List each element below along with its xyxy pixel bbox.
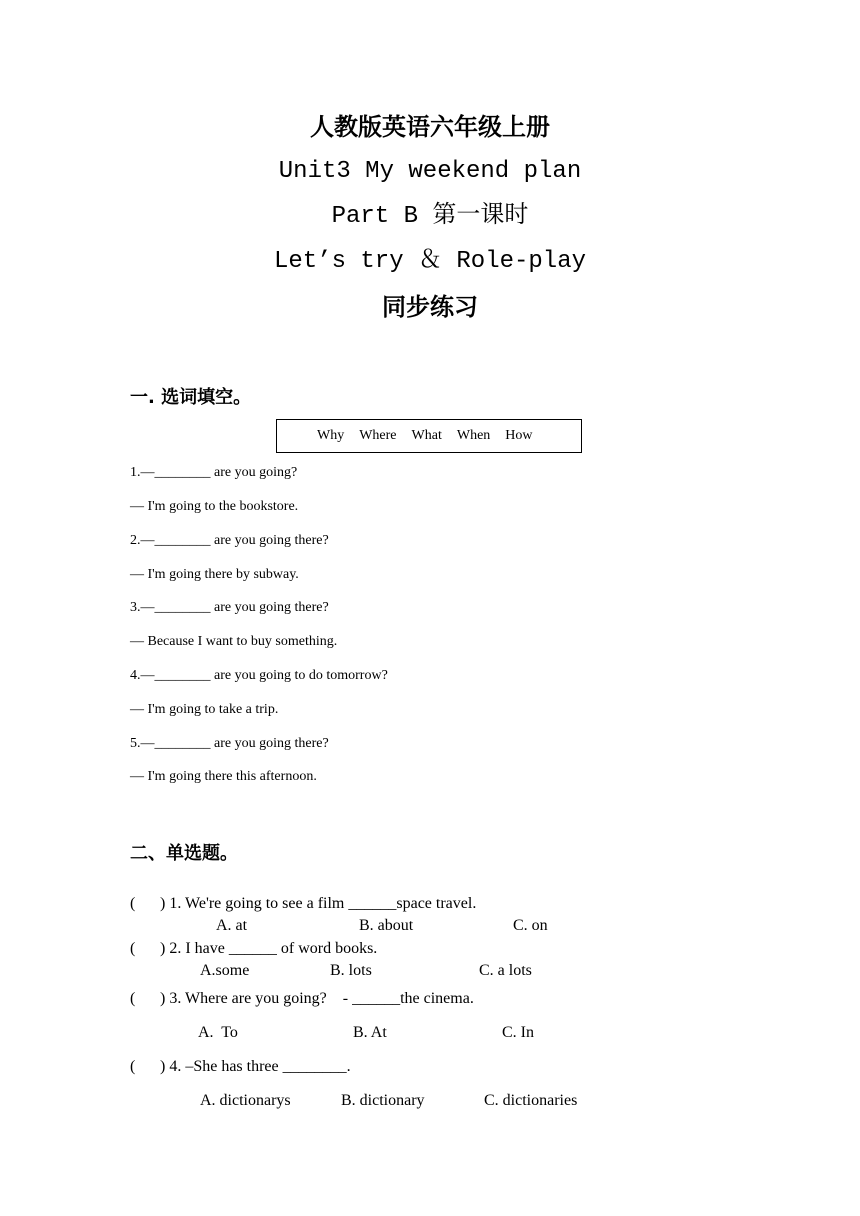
question-text: 4. –She has three ________. — [169, 1058, 351, 1075]
fill-answer-1: — I'm going to the bookstore. — [130, 499, 299, 514]
answer-paren-open: ( — [130, 895, 136, 912]
option-a: A. dictionarys — [200, 1092, 291, 1109]
word-bank-item: When — [456, 428, 491, 443]
answer-paren-open: ( — [130, 940, 136, 957]
mc-question-1 — [130, 894, 476, 914]
option-c: C. dictionaries — [484, 1092, 578, 1109]
answer-paren-close: ) — [160, 1058, 166, 1075]
option-a: A. at — [216, 917, 248, 934]
answer-paren-close: ) — [160, 990, 166, 1007]
fill-answer-5: — I'm going there this afternoon. — [130, 769, 317, 784]
question-text: 2. I have ______ of word books. — [169, 940, 378, 957]
answer-paren-close: ) — [160, 895, 166, 912]
fill-question-2: 2.—________ are you going there? — [130, 533, 329, 548]
title-unit: Unit3 My weekend plan — [278, 158, 582, 185]
mc-question-4 — [130, 1057, 351, 1077]
section2-heading: 二、单选题。 — [130, 843, 238, 864]
fill-question-5: 5.—________ are you going there? — [130, 736, 329, 751]
answer-paren-open: ( — [130, 1058, 136, 1075]
option-b: B. dictionary — [341, 1092, 425, 1109]
fill-question-3: 3.—________ are you going there? — [130, 600, 329, 615]
option-c: C. a lots — [479, 962, 532, 979]
title-practice: 同步练习 — [382, 293, 478, 321]
question-text: 1. We're going to see a film ______space travel. — [169, 895, 477, 912]
word-bank-box — [276, 419, 582, 453]
option-c: C. on — [513, 917, 548, 934]
mc-question-3 — [130, 989, 474, 1009]
word-bank-item: Why — [317, 428, 345, 443]
option-a: A. To — [198, 1024, 238, 1041]
title-part: Part B 第一课时 — [331, 203, 529, 230]
word-bank-item: How — [505, 428, 533, 443]
option-b: B. At — [353, 1024, 387, 1041]
question-text: 3. Where are you going? - ______the cinema. — [169, 990, 474, 1007]
fill-question-1: 1.—________ are you going? — [130, 465, 298, 480]
word-bank-item: Where — [359, 428, 397, 443]
mc-question-2 — [130, 939, 377, 959]
answer-paren-open: ( — [130, 990, 136, 1007]
option-b: B. lots — [330, 962, 372, 979]
answer-paren-close: ) — [160, 940, 166, 957]
title-textbook: 人教版英语六年级上册 — [310, 113, 550, 141]
section1-heading: 一. 选词填空。 — [130, 387, 252, 408]
option-a: A.some — [200, 962, 250, 979]
option-b: B. about — [359, 917, 414, 934]
fill-answer-2: — I'm going there by subway. — [130, 567, 299, 582]
fill-answer-3: — Because I want to buy something. — [130, 634, 338, 649]
title-activity: Let’s try ＆ Role-play — [273, 248, 587, 275]
word-bank-item: What — [411, 428, 442, 443]
fill-question-4: 4.—________ are you going to do tomorrow? — [130, 668, 388, 683]
option-c: C. In — [502, 1024, 534, 1041]
fill-answer-4: — I'm going to take a trip. — [130, 702, 279, 717]
